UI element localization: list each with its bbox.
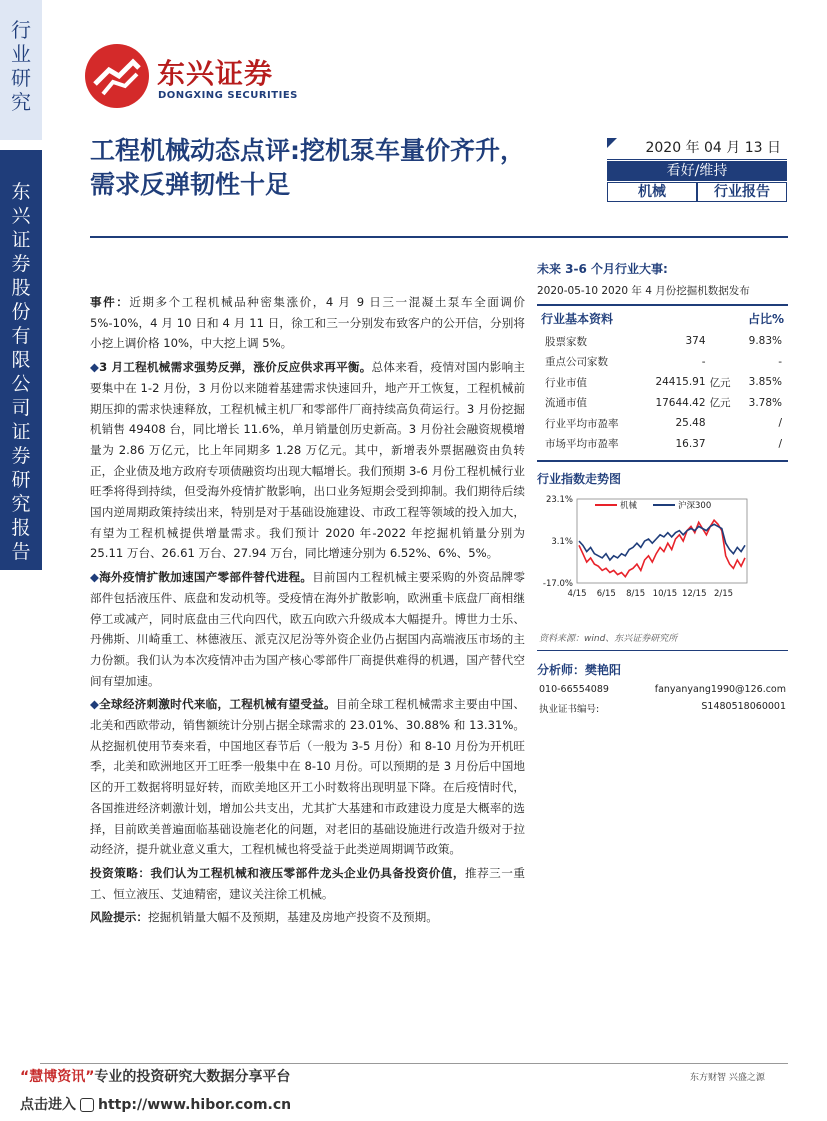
events-title: 未来 3-6 个月行业大事: [537, 262, 668, 276]
logo-en: DONGXING SECURITIES [158, 90, 298, 101]
risk-label: 风险提示： [90, 910, 148, 925]
p3-head: 全球经济刺激时代来临，工程机械有望受益。 [99, 697, 336, 712]
y-tick-label: 3.1% [551, 536, 573, 547]
table-header [537, 310, 788, 327]
paragraph-3 [90, 694, 525, 860]
company-logo [85, 44, 315, 108]
p2-text: 目前国内工程机械主要采购的外资品牌零部件包括液压件、底盘和发动机等。受疫情在海外扩散影响，欧洲重卡底盘厂商相继停工或减产，同时底盘由三代向四代，欧五向欧六升级成本大幅提升。博世力士乐、丹佛斯、川崎重工、林德液压、派克汉尼汾等外资企业仍占据国内高端液压市场的主力份额。我们认为本次疫情冲击为国产核心零部件厂商提供难得的机遇，国产替代空间有望加速。 [90, 570, 525, 688]
x-tick-label: 6/15 [596, 589, 616, 599]
footer-url[interactable]: http://www.hibor.com.cn [98, 1097, 292, 1113]
pointer-hand-icon [80, 1098, 94, 1112]
legend-label: 沪深300 [678, 501, 712, 511]
cert-label: 执业证书编号: [539, 704, 600, 715]
row-value: 24415.91 [655, 376, 706, 389]
footer-brand: “慧博资讯” [20, 1069, 95, 1085]
row-label: 重点公司家数 [545, 356, 608, 369]
event-line: 2020-05-10 2020 年 4 月份挖掘机数据发布 [537, 285, 750, 297]
divider [537, 304, 788, 306]
logo-cn: 东兴证券 [157, 57, 274, 90]
bullet-icon: ◆ [90, 570, 100, 585]
row-value: - [701, 355, 706, 368]
event-label: 事件： [90, 295, 130, 309]
chart-title: 行业指数走势图 [537, 472, 622, 486]
row-label: 行业平均市盈率 [545, 417, 619, 430]
strategy-label: 投资策略： [90, 865, 151, 880]
chart-source: 资料来源：wind、东兴证券研究所 [539, 634, 678, 644]
series-line [579, 524, 745, 560]
row-pct: / [778, 417, 782, 430]
report-title: 工程机械动态点评:挖机泵车量价齐升，需求反弹韧性十足 [90, 136, 525, 199]
strategy-paragraph [90, 863, 525, 904]
cert-number: S1480518060001 [701, 701, 786, 712]
legend-label: 机械 [620, 501, 638, 511]
footer-slogan: 专业的投资研究大数据分享平台 [94, 1069, 291, 1085]
paragraph-2 [90, 567, 525, 691]
report-meta [607, 138, 787, 202]
row-pct: 9.83% [748, 335, 782, 348]
strategy-text: 推荐三一重工、恒立液压、艾迪精密，建议关注徐工机械。 [90, 865, 525, 901]
row-label: 市场平均市盈率 [545, 438, 619, 451]
x-tick-label: 12/15 [681, 589, 707, 599]
p1-head: 3 月工程机械需求强势反弹，涨价反应供求再平衡。 [99, 360, 372, 375]
x-tick-label: 10/15 [652, 589, 678, 599]
table-row [537, 413, 788, 434]
industry-table [537, 331, 788, 454]
row-value: 374 [685, 335, 706, 348]
table-row [537, 352, 788, 373]
table-title: 行业基本资料 [541, 312, 614, 326]
row-value: 25.48 [675, 417, 706, 430]
row-unit [706, 352, 738, 373]
row-unit [706, 413, 738, 434]
sidebar-category-text: 行业研究 [11, 18, 31, 114]
strategy-bold: 我们认为工程机械和液压零部件龙头企业仍具备投资价值， [150, 865, 465, 880]
main-text [90, 292, 525, 931]
rating-badge: 看好/维持 [607, 161, 787, 181]
row-label: 股票家数 [545, 335, 587, 348]
analyst-phone: 010-66554089 [539, 684, 609, 695]
footer-url-prefix: 点击进入 [20, 1097, 76, 1113]
sidebar-company [0, 150, 42, 570]
table-row [537, 393, 788, 414]
row-pct: 3.85% [748, 376, 782, 389]
row-pct: 3.78% [748, 396, 782, 409]
row-pct: / [778, 437, 782, 450]
event-paragraph [90, 292, 525, 354]
row-pct: - [778, 355, 782, 368]
risk-text: 挖掘机销量大幅不及预期，基建及房地产投资不及预期。 [147, 910, 438, 925]
table-row [537, 434, 788, 455]
index-chart [537, 491, 788, 621]
analyst-email[interactable]: fanyanyang1990@126.com [654, 684, 786, 695]
row-unit: 亿元 [709, 376, 731, 389]
p3-text: 目前全球工程机械需求主要由中国、北美和西欧带动，销售额统计分别占据全球需求的 23.01%、30.88% 和 13.31%。从挖掘机使用节奏来看，中国地区春节后（一般为 3-5 月份）和 8-10 月份为开机旺季，北美和欧洲地区开工旺季一般集中在 8-10 月份。可以预期的是 3 月份后中国地区的开工数据将明显好转，而欧美地区开工小时数将出现明显下降。在后疫情时代，各国推进经济刺激计划，增加公共支出，尤其扩大基建和市政建设力度是大概率的选择，目前欧美普遍面临基础设施老化的问题，对老旧的基础设施进行改造升级对于拉动经济，提升就业意义重大，工程机械也将受益于此类逆周期调节政策。 [90, 697, 525, 857]
series-line [579, 520, 745, 577]
y-tick-label: -17.0% [542, 579, 573, 589]
bullet-icon: ◆ [90, 360, 100, 375]
x-tick-label: 4/15 [567, 589, 587, 599]
x-tick-label: 8/15 [626, 589, 646, 599]
industry-cell: 机械 [607, 182, 697, 202]
report-type-cell: 行业报告 [697, 182, 787, 202]
analyst-block [537, 661, 788, 715]
divider [537, 460, 788, 462]
bullet-icon: ◆ [90, 697, 100, 712]
footer-banner [20, 1066, 290, 1086]
p2-head: 海外疫情扩散加速国产零部件替代进程。 [99, 570, 313, 585]
analyst-name: 分析师：樊艳阳 [537, 663, 622, 677]
row-value: 17644.42 [655, 396, 706, 409]
logo-emblem-icon [85, 44, 149, 108]
paragraph-1 [90, 357, 525, 564]
footer-link[interactable] [20, 1094, 291, 1114]
row-value: 16.37 [675, 437, 706, 450]
corner-decoration [607, 138, 617, 148]
table-row [537, 331, 788, 352]
row-unit: 亿元 [709, 397, 731, 410]
row-unit [706, 434, 738, 455]
header-divider [90, 236, 788, 238]
footer-divider [40, 1063, 788, 1064]
table-row [537, 372, 788, 393]
event-text: 近期多个工程机械品种密集涨价，4 月 9 日三一混凝土泵车全面调价 5%-10%，4 月 10 日和 4 月 11 日，徐工和三一分别发布致客户的公开信，分别将小挖上调价格 10%，中大挖上调 5%。 [90, 295, 525, 351]
y-tick-label: 23.1% [545, 495, 573, 505]
sidebar-company-text: 东兴证券股份有限公司证券研究报告 [11, 181, 31, 563]
report-date: 2020 年 04 月 13 日 [607, 138, 787, 160]
row-unit [706, 331, 738, 352]
right-panel [537, 260, 788, 715]
row-label: 流通市值 [545, 397, 587, 410]
table-pct-header: 占比% [747, 312, 784, 326]
sidebar-category [0, 0, 42, 140]
row-label: 行业市值 [545, 376, 587, 389]
divider [537, 650, 788, 651]
risk-paragraph [90, 907, 525, 928]
p1-text: 总体来看，疫情对国内影响主要集中在 1-2 月份，3 月份以来随着基建需求快速回升，地产开工恢复，工程机械前期压抑的需求快速释放，工程机械主机厂和零部件厂商持续高负荷运行。3 月份挖掘机销售 49408 台，同比增长 11.6%，单月销量创历史新高。3 月份社会融资规模增量为 2.86 万亿元，比上年同期多 1.28 万亿元。其中，新增表外票据融资由负转正，企业债及地方政府专项债融资均出现大幅增长。我们预期 3-6 月份工程机械行业旺季将得到持续，但受海外疫情扩散影响，出口业务短期会受到抑制。我们期待后续国内逆周期政策持续出来，特别是对于基础设施建设、市政工程等领域的投入加大，有望为工程机械提供增量需求。我们预计 2020 年-2022 年挖掘机销量分别为 25.11 万台、26.61 万台、27.94 万台，同比增速分别为 6.52%、6%、5%。 [90, 360, 525, 561]
footer-motto: 东方财智 兴盛之源 [690, 1073, 765, 1083]
x-tick-label: 2/15 [714, 589, 734, 599]
